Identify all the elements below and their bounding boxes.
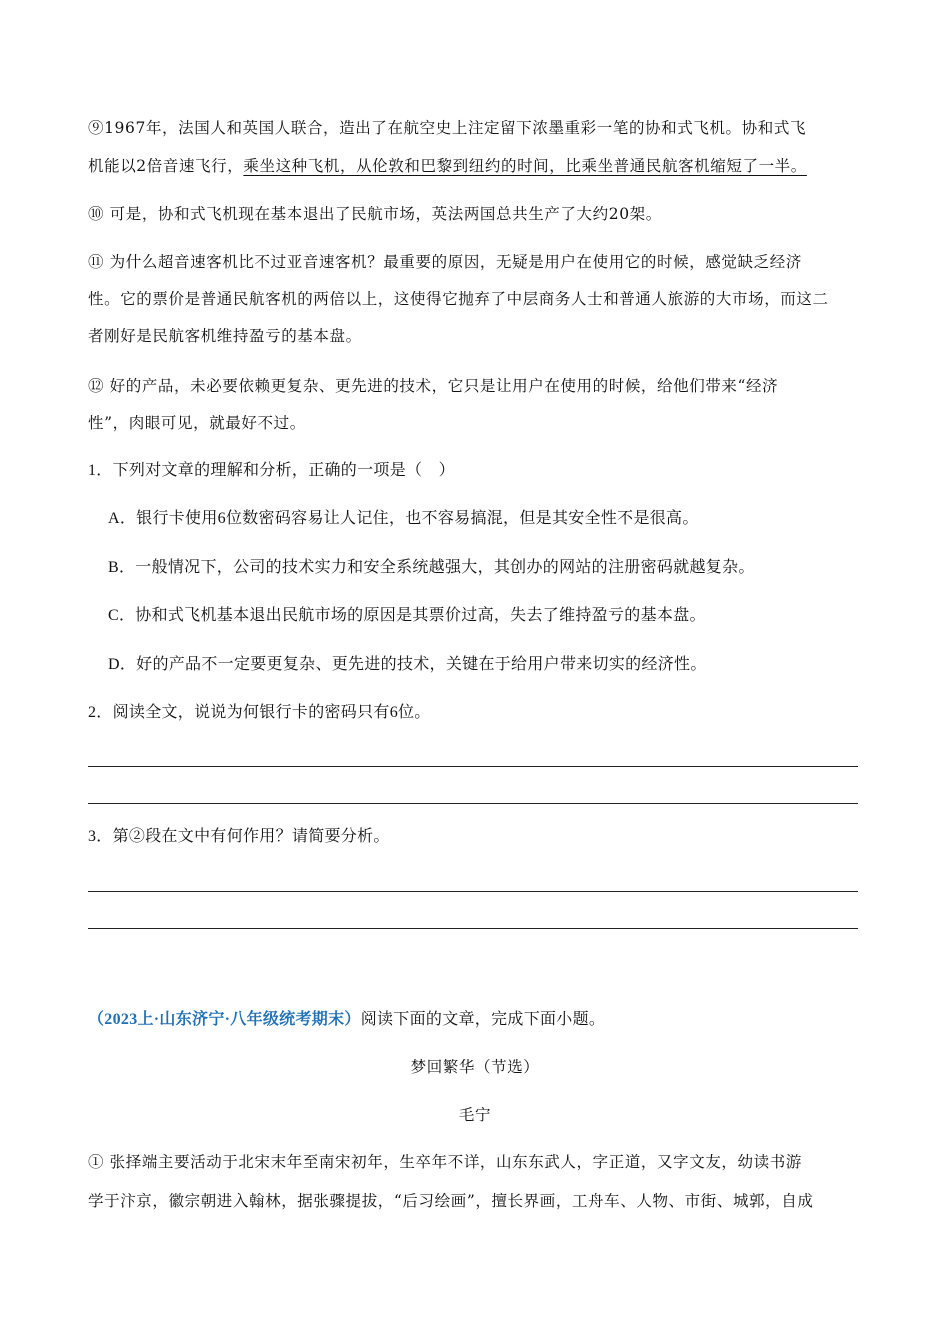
paragraph-12-line-2: 性”，肉眼可见，就最好不过。 [88,414,306,432]
paragraph-11-line-1: ⑪ 为什么超音速客机比不过亚音速客机？最重要的原因，无疑是用户在使用它的时候，感觉缺乏经济 [88,253,802,271]
question-3: 3．第②段在文中有何作用？请简要分析。 [88,828,390,845]
answer-line [88,928,858,929]
answer-line [88,766,858,767]
paragraph-11-line-3: 者刚好是民航客机维持盈亏的基本盘。 [88,327,362,345]
article-author: 毛宁 [458,1106,492,1124]
option-b: B．一般情况下，公司的技术实力和安全系统越强大，其创办的网站的注册密码就越复杂。 [108,559,755,576]
passage-2-paragraph-1-line-2: 学于汴京，徽宗朝进入翰林，据张骤提拔，“后习绘画”，擅长界画，工舟车、人物、市街、城郭，自成 [88,1192,814,1210]
option-c: C．协和式飞机基本退出民航市场的原因是其票价过高，失去了维持盈亏的基本盘。 [108,607,706,624]
article-title: 梦回繁华（节选） [410,1058,540,1076]
paragraph-12-line-1: ⑫ 好的产品，未必要依赖更复杂、更先进的技术，它只是让用户在使用的时候，给他们带来“经济 [88,377,779,395]
paragraph-9-line-2 [88,155,858,177]
question-1: 1．下列对文章的理解和分析，正确的一项是（ ） [88,462,455,479]
question-2: 2．阅读全文，说说为何银行卡的密码只有6位。 [88,704,431,721]
reading-instruction: 阅读下面的文章，完成下面小题。 [360,1011,606,1028]
option-a: A．银行卡使用6位数密码容易让人记住，也不容易搞混，但是其安全性不是很高。 [108,510,699,527]
passage-2-header [88,1009,858,1031]
underlined-sentence: 乘坐这种飞机，从伦敦和巴黎到纽约的时间，比乘坐普通民航客机缩短了一半。 [243,157,807,175]
option-d: D．好的产品不一定要更复杂、更先进的技术，关键在于给用户带来切实的经济性。 [108,656,707,673]
answer-line [88,891,858,892]
source-tag: （2023上·山东济宁·八年级统考期末） [88,1011,361,1028]
paragraph-10: ⑩ 可是，协和式飞机现在基本退出了民航市场，英法两国总共生产了大约20架。 [88,205,662,223]
paragraph-9-line-1: ⑨1967年，法国人和英国人联合，造出了在航空史上注定留下浓墨重彩一笔的协和式飞机。协和式飞 [88,119,807,137]
paragraph-11-line-2: 性。它的票价是普通民航客机的两倍以上，这使得它抛弃了中层商务人士和普通人旅游的大市场，而这二 [88,290,829,308]
paragraph-9-text: 机能以2倍音速飞行， [88,157,244,175]
passage-2-paragraph-1-line-1: ① 张择端主要活动于北宋末年至南宋初年，生卒年不详，山东东武人，字正道，又字文友，幼读书游 [88,1153,802,1171]
answer-line [88,803,858,804]
